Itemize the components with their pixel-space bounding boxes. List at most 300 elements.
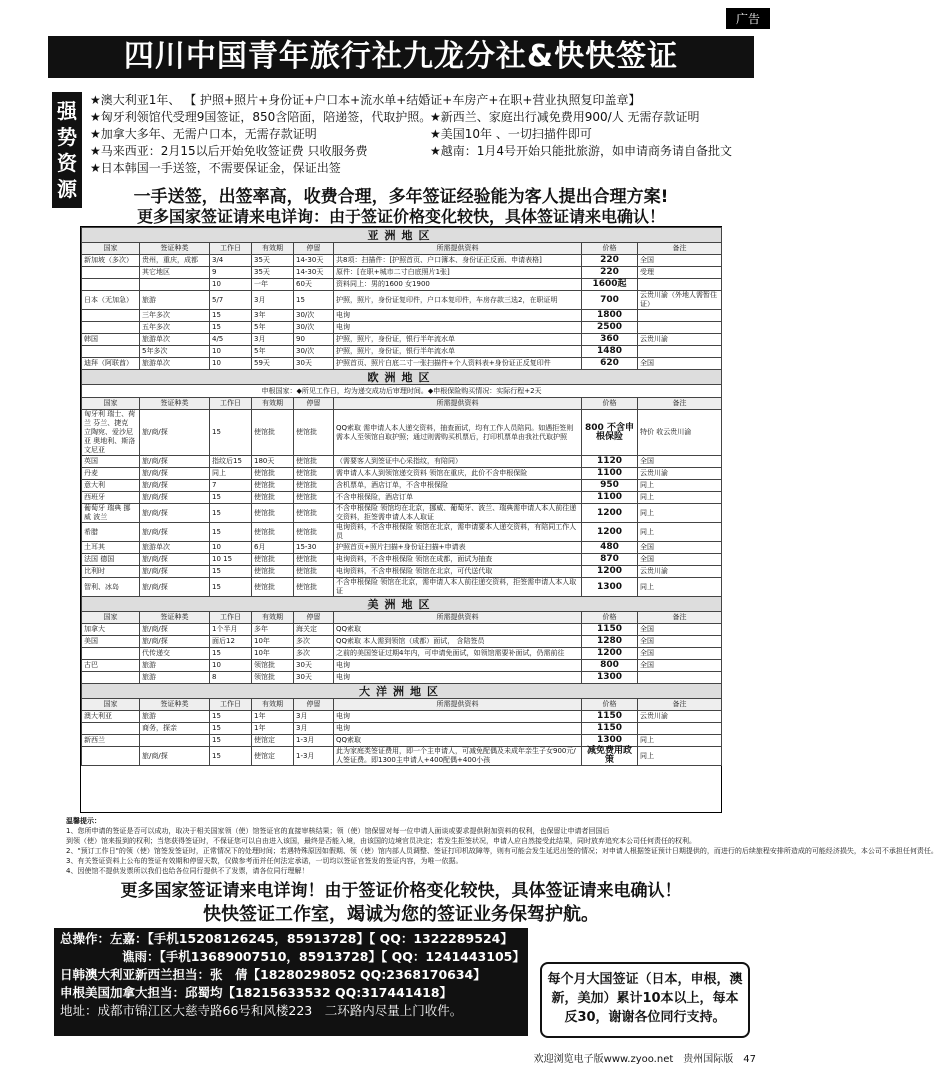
column-header: 停留 <box>294 699 334 711</box>
table-cell: 使馆批 <box>252 554 294 566</box>
table-cell: 3年 <box>252 310 294 322</box>
table-cell: 使馆批 <box>294 554 334 566</box>
table-cell: 30天 <box>294 672 334 684</box>
table-cell: 使馆批 <box>252 492 294 504</box>
page-title: 四川中国青年旅行社九龙分社&快快签证 <box>48 36 754 78</box>
column-header: 所需提供资料 <box>334 243 582 255</box>
table-cell: 多次 <box>294 636 334 648</box>
table-cell <box>82 747 140 766</box>
table-cell: 60天 <box>294 279 334 291</box>
table-cell: 旅/商/探 <box>140 747 210 766</box>
table-cell: 1600起 <box>582 279 638 291</box>
bottom-slogan-1: 更多国家签证请来电详询！由于签证价格变化较快，具体签证请来电确认！ <box>120 881 682 901</box>
visa-table-wrap <box>80 226 722 813</box>
column-header: 签证种类 <box>140 398 210 410</box>
table-cell: 使馆批 <box>294 480 334 492</box>
resource-text: ★匈牙利领馆代受理9国签证，850含陪面，陪递签，代取护照。 <box>90 110 432 124</box>
column-header: 签证种类 <box>140 612 210 624</box>
table-row <box>82 636 722 648</box>
table-cell: 620 <box>582 358 638 370</box>
table-cell: 3月 <box>294 723 334 735</box>
table-cell: 全国 <box>638 255 722 267</box>
footer: 欢迎浏览电子版www.zyoo.net 贵州国际版 47 <box>533 1054 756 1065</box>
table-cell: 电询 <box>334 711 582 723</box>
table-cell: 使馆批 <box>294 566 334 578</box>
contact-line-1: 总操作：左嘉：【手机15208126245，85913728】【 QQ：1322289524】 <box>60 931 513 946</box>
table-cell: 1280 <box>582 636 638 648</box>
table-cell: 云贵川渝 <box>638 468 722 480</box>
slogan-2: 更多国家签证请来电详询：由于签证价格变化较快，具体签证请来电确认！ <box>136 207 665 226</box>
table-cell <box>638 322 722 334</box>
table-cell: 澳大利亚 <box>82 711 140 723</box>
table-cell: 多年 <box>252 624 294 636</box>
table-row <box>82 346 722 358</box>
table-cell: 旅/商/探 <box>140 636 210 648</box>
table-cell: 全国 <box>638 456 722 468</box>
table-cell: 1200 <box>582 523 638 542</box>
table-cell: 旅游 <box>140 291 210 310</box>
table-cell: 之前的美国签证过期4年内，可申请免面试，如领馆需要补面试，仍需前往 <box>334 648 582 660</box>
table-cell: 使馆批 <box>294 523 334 542</box>
table-cell: 15 <box>210 747 252 766</box>
table-cell: 电询资料，不含申根保险 领馆在北京，可代送代取 <box>334 566 582 578</box>
table-cell: 1300 <box>582 672 638 684</box>
column-header: 工作日 <box>210 612 252 624</box>
table-cell: 1年 <box>252 723 294 735</box>
table-cell: 1个半月 <box>210 624 252 636</box>
promo-box: 每个月大国签证（日本，申根，澳新，美加）累计10本以上，每本反30，谢谢各位同行支持。 <box>540 962 750 1038</box>
table-cell: 旅游单次 <box>140 334 210 346</box>
table-cell: 使馆批 <box>294 456 334 468</box>
table-cell: 使馆批 <box>252 504 294 523</box>
resource-text: ★加拿大多年、无需户口本，无需存款证明 <box>90 127 317 141</box>
table-cell: 旅游 <box>140 672 210 684</box>
table-cell: 1-3月 <box>294 735 334 747</box>
table-cell: 此为家庭类签证费用，即一个主申请人，可减免配偶及未成年亲生子女900元/人签证费。即1300主申请人+400配偶+400小孩 <box>334 747 582 766</box>
table-cell: 1200 <box>582 504 638 523</box>
table-cell: 西班牙 <box>82 492 140 504</box>
table-cell: 1120 <box>582 456 638 468</box>
table-cell: 旅/商/探 <box>140 468 210 480</box>
table-cell: 旅/商/探 <box>140 578 210 597</box>
table-cell: 10 <box>210 346 252 358</box>
table-cell: 护照，照片，身份证，银行半年流水单 <box>334 334 582 346</box>
table-cell <box>82 310 140 322</box>
contact-box <box>54 928 528 1036</box>
table-row <box>82 492 722 504</box>
table-cell: 同上 <box>638 480 722 492</box>
table-cell: 10年 <box>252 648 294 660</box>
column-header: 备注 <box>638 398 722 410</box>
table-cell: 旅游 <box>140 660 210 672</box>
table-cell: 资料同上：男的1600 女1900 <box>334 279 582 291</box>
table-row <box>82 672 722 684</box>
column-header: 国家 <box>82 699 140 711</box>
table-cell: 15 <box>210 735 252 747</box>
column-header: 价格 <box>582 612 638 624</box>
bottom-slogan-2: 快快签证工作室，竭诚为您的签证业务保驾护航。 <box>203 904 599 925</box>
table-cell <box>82 723 140 735</box>
section-title: 欧洲地区 <box>82 370 722 385</box>
note-item: 3、有关签证资料上公布的签证有效期和停留天数，仅做参考而并任何法定承诺，一切均以签证官签发的签证内容，为唯一依据。 <box>66 857 463 865</box>
table-cell: 1100 <box>582 468 638 480</box>
table-cell: 护照首页+照片扫描+身份证扫描+申请表 <box>334 542 582 554</box>
notes-head: 温馨提示： <box>66 817 101 825</box>
table-row <box>82 711 722 723</box>
column-header: 停留 <box>294 612 334 624</box>
table-row <box>82 723 722 735</box>
table-cell: 全国 <box>638 542 722 554</box>
table-cell: 护照，照片，身份证，银行半年流水单 <box>334 346 582 358</box>
table-cell <box>82 322 140 334</box>
resource-text: ★美国10年 、一切扫描件即可 <box>430 127 592 141</box>
table-cell: 800 不含申根保险 <box>582 410 638 456</box>
column-header: 所需提供资料 <box>334 612 582 624</box>
table-cell: 原件：[在职+城市二寸白底照片1张] <box>334 267 582 279</box>
table-cell: 30天 <box>294 660 334 672</box>
table-cell: QQ索取 <box>334 624 582 636</box>
table-cell: 180天 <box>252 456 294 468</box>
table-cell: 电询 <box>334 322 582 334</box>
table-cell <box>82 267 140 279</box>
table-cell: 电询资料，不含申根保险 领馆在成都，面试为抽查 <box>334 554 582 566</box>
table-cell: 丹麦 <box>82 468 140 480</box>
table-cell: 10 <box>210 279 252 291</box>
table-cell: 15 <box>210 492 252 504</box>
table-cell: 1300 <box>582 578 638 597</box>
note-item: 1、您所申请的签证是否可以成功，取决于相关国家领（使）馆签证官的直接审核结果；领（使）馆保留对每一位申请人面谈或要求提供附加资料的权利，也保留让申请者回国后 <box>66 827 610 835</box>
table-cell: 1-3月 <box>294 747 334 766</box>
table-cell: 电询 <box>334 660 582 672</box>
table-cell: 10 <box>210 542 252 554</box>
table-cell: 10 15 <box>210 554 252 566</box>
table-cell: 使馆批 <box>294 468 334 480</box>
resource-line <box>90 143 750 160</box>
table-cell: 15 <box>294 291 334 310</box>
note-item: 到领（使）馆来报到的权利；当您获得签证时，不保证您可以自由进入该国，最终是否能入境，由该国的边境官员决定；若发生拒签状况，申请人应自然接受此结果，同时放弃追究本公司任何责任的权利。 <box>66 837 696 845</box>
table-cell: 全国 <box>638 636 722 648</box>
column-header: 价格 <box>582 243 638 255</box>
table-cell <box>638 672 722 684</box>
table-cell: 多次 <box>294 648 334 660</box>
table-row <box>82 310 722 322</box>
table-cell: 同上 <box>638 504 722 523</box>
table-cell: 7 <box>210 480 252 492</box>
table-cell <box>82 672 140 684</box>
table-cell: 电询资料，不含申根保险 领馆在北京，需申请要本人递交资料，有陪同工作人员 <box>334 523 582 542</box>
table-cell: 同上 <box>638 578 722 597</box>
section-title: 大洋洲地区 <box>82 684 722 699</box>
table-cell: 旅/商/探 <box>140 554 210 566</box>
resource-text: ★新西兰、家庭出行减免费用900/人 无需存款证明 <box>430 110 700 124</box>
table-cell: 5年 <box>252 346 294 358</box>
table-cell: 使馆批 <box>294 504 334 523</box>
table-cell: 10年 <box>252 636 294 648</box>
table-cell: 电询 <box>334 723 582 735</box>
table-cell <box>82 346 140 358</box>
column-header: 有效期 <box>252 612 294 624</box>
table-cell: 旅/商/探 <box>140 492 210 504</box>
table-cell: 35天 <box>252 255 294 267</box>
table-cell: 葡萄牙 瑞典 挪威 波兰 <box>82 504 140 523</box>
column-header: 国家 <box>82 243 140 255</box>
section-header <box>82 684 722 699</box>
section-header <box>82 370 722 385</box>
table-cell: 220 <box>582 255 638 267</box>
table-row <box>82 523 722 542</box>
table-cell: 15 <box>210 410 252 456</box>
table-cell: 护照，照片，身份证复印件，户口本复印件，车房存款三选2，在职证明 <box>334 291 582 310</box>
table-cell: 14-30天 <box>294 255 334 267</box>
table-cell: 同上 <box>638 735 722 747</box>
column-header: 有效期 <box>252 243 294 255</box>
table-cell: 领馆批 <box>252 672 294 684</box>
table-cell: 9 <box>210 267 252 279</box>
table-row <box>82 542 722 554</box>
table-cell: 1150 <box>582 711 638 723</box>
table-row <box>82 255 722 267</box>
column-header: 工作日 <box>210 398 252 410</box>
table-cell: 希腊 <box>82 523 140 542</box>
table-cell: 商务，探亲 <box>140 723 210 735</box>
column-header: 国家 <box>82 398 140 410</box>
table-cell: 30/次 <box>294 346 334 358</box>
table-cell: 日本（无加急） <box>82 291 140 310</box>
table-cell: 智利、冰岛 <box>82 578 140 597</box>
table-cell: 1200 <box>582 648 638 660</box>
table-cell: 1150 <box>582 624 638 636</box>
table-cell: 土耳其 <box>82 542 140 554</box>
table-cell: 电询 <box>334 672 582 684</box>
table-cell: 全国 <box>638 554 722 566</box>
table-cell: 旅/商/探 <box>140 566 210 578</box>
table-cell: 旅/商/探 <box>140 480 210 492</box>
resource-line <box>90 126 750 143</box>
table-cell: 英国 <box>82 456 140 468</box>
resource-line <box>90 92 750 109</box>
table-cell: 使馆批 <box>294 492 334 504</box>
table-cell: 1480 <box>582 346 638 358</box>
resource-text: ★马来西亚：2月15以后开始免收签证费 只收服务费 <box>90 144 368 158</box>
table-cell: 古巴 <box>82 660 140 672</box>
table-row <box>82 267 722 279</box>
table-cell: 15 <box>210 566 252 578</box>
table-cell: 15 <box>210 523 252 542</box>
table-row <box>82 358 722 370</box>
table-row <box>82 334 722 346</box>
table-cell: 不含申根保险 领馆均在北京，挪威、葡萄牙、波兰、瑞典需申请人本人前往递交资料，拒签需申请人本人取证 <box>334 504 582 523</box>
resource-text: ★澳大利亚1年、 【 护照+照片+身份证+户口本+流水单+结婚证+车房产+在职+营业执照复印盖章】 <box>90 93 641 107</box>
column-header: 签证种类 <box>140 699 210 711</box>
table-row <box>82 504 722 523</box>
table-cell: 15-30 <box>294 542 334 554</box>
resource-text: ★越南：1月4号开始只能批旅游，如申请商务请自备批文 <box>430 144 733 158</box>
europe-note-row <box>82 385 722 398</box>
table-cell: 法国 德国 <box>82 554 140 566</box>
table-cell: 3月 <box>252 291 294 310</box>
header-row <box>82 398 722 410</box>
table-cell: 30/次 <box>294 310 334 322</box>
table-cell: 220 <box>582 267 638 279</box>
table-cell: 面后12 <box>210 636 252 648</box>
table-cell: 旅/商/探 <box>140 456 210 468</box>
table-cell: 贵州，重庆，成都 <box>140 255 210 267</box>
column-header: 工作日 <box>210 243 252 255</box>
column-header: 备注 <box>638 612 722 624</box>
header-row <box>82 612 722 624</box>
section-header <box>82 597 722 612</box>
table-cell: 全国 <box>638 660 722 672</box>
column-header: 所需提供资料 <box>334 699 582 711</box>
section-title: 亚洲地区 <box>82 228 722 243</box>
table-cell: 950 <box>582 480 638 492</box>
table-row <box>82 566 722 578</box>
table-cell: 30天 <box>294 358 334 370</box>
table-cell: 35天 <box>252 267 294 279</box>
table-row <box>82 322 722 334</box>
table-cell: 全国 <box>638 648 722 660</box>
table-cell: 旅/商/探 <box>140 523 210 542</box>
note-item: 2、"预订工作日"的领（使）馆签发签证时，正常情况下的处理时间；若遇特殊原因如假期、领（使）馆内部人员调整、签证打印机故障等，则有可能会发生延迟出签的情况；对申请人根据签证预计日期提供的，而进行的后续旅程安排所造成的可能经济损失，本公司不承担任何责任。 <box>66 847 938 855</box>
table-row <box>82 480 722 492</box>
table-cell: 使馆批 <box>252 523 294 542</box>
section-title: 美洲地区 <box>82 597 722 612</box>
table-cell: 1年 <box>252 711 294 723</box>
slogan-1: 一手送签，出签率高，收费合理，多年签证经验能为客人提出合理方案! <box>133 187 669 207</box>
table-cell <box>140 735 210 747</box>
table-cell: 云贵川渝 <box>638 334 722 346</box>
table-cell: 一年 <box>252 279 294 291</box>
column-header: 备注 <box>638 243 722 255</box>
table-cell: 电询 <box>334 310 582 322</box>
column-header: 有效期 <box>252 398 294 410</box>
table-cell: 15 <box>210 504 252 523</box>
table-cell: 新西兰 <box>82 735 140 747</box>
table-cell <box>140 279 210 291</box>
table-cell: 5年多次 <box>140 346 210 358</box>
table-cell: 五年多次 <box>140 322 210 334</box>
table-cell: 800 <box>582 660 638 672</box>
column-header: 工作日 <box>210 699 252 711</box>
table-cell <box>638 723 722 735</box>
table-cell: 15 <box>210 723 252 735</box>
table-cell: 30/次 <box>294 322 334 334</box>
table-cell: 4/5 <box>210 334 252 346</box>
ad-tag: 广告 <box>726 8 770 29</box>
table-cell: 使馆批 <box>252 410 294 456</box>
table-cell <box>82 648 140 660</box>
table-cell <box>82 279 140 291</box>
table-cell: 1300 <box>582 735 638 747</box>
notes <box>66 816 938 876</box>
table-cell: 全国 <box>638 358 722 370</box>
table-cell: 同上 <box>638 492 722 504</box>
table-cell: QQ索取 本人需到领馆（成都）面试， 含陪签员 <box>334 636 582 648</box>
section-header <box>82 228 722 243</box>
table-cell: 使馆批 <box>294 578 334 597</box>
table-cell: 1200 <box>582 566 638 578</box>
header-row <box>82 243 722 255</box>
table-row <box>82 554 722 566</box>
header-row <box>82 699 722 711</box>
table-cell: 匈牙利 瑞士、荷兰 芬兰、捷克 立陶宛、爱沙尼亚 奥地利、斯洛文尼亚 <box>82 410 140 456</box>
note-item: 4、因使馆不提供发票所以我们也给各位同行提供不了发票，请各位同行理解！ <box>66 867 309 875</box>
table-cell: 不含申根保险 领馆在北京，需申请人本人前往递交资料，拒签需申请人本人取证 <box>334 578 582 597</box>
table-cell: 云贵川渝（外地人需暂住证） <box>638 291 722 310</box>
table-cell: 3月 <box>294 711 334 723</box>
table-cell: 10 <box>210 358 252 370</box>
table-cell: 10 <box>210 660 252 672</box>
table-row <box>82 735 722 747</box>
table-cell: 韩国 <box>82 334 140 346</box>
table-cell: 5年 <box>252 322 294 334</box>
table-cell: 其它地区 <box>140 267 210 279</box>
table-cell: 2500 <box>582 322 638 334</box>
table-cell: 同上 <box>638 523 722 542</box>
contact-line-3: 日韩澳大利亚新西兰担当：张 倩【18280298052 QQ:2368170634】 <box>60 967 486 982</box>
contact-line-2: 谯雨：【手机13689007510，85913728】【 QQ：1241443105】 <box>122 949 525 964</box>
table-cell: 14-30天 <box>294 267 334 279</box>
table-cell: 700 <box>582 291 638 310</box>
table-cell: 云贵川渝 <box>638 711 722 723</box>
table-cell: 15 <box>210 648 252 660</box>
table-cell: 使馆批 <box>294 410 334 456</box>
table-cell: 使馆批 <box>252 578 294 597</box>
resource-text: ★日本韩国一手送签，不需要保证金，保证出签 <box>90 161 341 175</box>
table-row <box>82 410 722 456</box>
table-cell: 减免费用政策 <box>582 747 638 766</box>
table-cell: 全国 <box>638 624 722 636</box>
table-cell: 迪拜（阿联酋） <box>82 358 140 370</box>
table-row <box>82 456 722 468</box>
column-header: 价格 <box>582 398 638 410</box>
table-cell: QQ索取 需申请人本人递交资料，抽查面试，均有工作人员陪同。如遇拒签则需本人至领馆自取护照；通过则需购买机票后，打印机票单由我社代取护照 <box>334 410 582 456</box>
table-row <box>82 578 722 597</box>
table-cell: 旅游单次 <box>140 358 210 370</box>
table-cell: 三年多次 <box>140 310 210 322</box>
table-cell: 360 <box>582 334 638 346</box>
table-row <box>82 279 722 291</box>
resource-line <box>90 160 750 177</box>
table-cell: 59天 <box>252 358 294 370</box>
table-cell: 使馆定 <box>252 747 294 766</box>
table-row <box>82 468 722 480</box>
column-header: 国家 <box>82 612 140 624</box>
table-cell: 需申请人本人到领馆递交资料 领馆在重庆，此价不含申根保险 <box>334 468 582 480</box>
table-cell: 比利时 <box>82 566 140 578</box>
table-cell: 6月 <box>252 542 294 554</box>
table-cell: 领馆批 <box>252 660 294 672</box>
column-header: 所需提供资料 <box>334 398 582 410</box>
table-cell: 3/4 <box>210 255 252 267</box>
table-cell: 3月 <box>252 334 294 346</box>
table-cell: 特价 收云贵川渝 <box>638 410 722 456</box>
table-cell: 共8项：扫描件：[护照首页、户口簿本、身份证正反面、申请表格] <box>334 255 582 267</box>
column-header: 停留 <box>294 398 334 410</box>
table-cell: 8 <box>210 672 252 684</box>
table-cell: 15 <box>210 578 252 597</box>
table-cell: 受理 <box>638 267 722 279</box>
table-cell: 含机票单，酒店订单，不含申根保险 <box>334 480 582 492</box>
table-cell <box>638 346 722 358</box>
table-cell: 5/7 <box>210 291 252 310</box>
table-cell: 旅游单次 <box>140 542 210 554</box>
table-cell: 480 <box>582 542 638 554</box>
table-row <box>82 747 722 766</box>
table-cell <box>638 279 722 291</box>
table-cell: 870 <box>582 554 638 566</box>
table-cell: 1150 <box>582 723 638 735</box>
